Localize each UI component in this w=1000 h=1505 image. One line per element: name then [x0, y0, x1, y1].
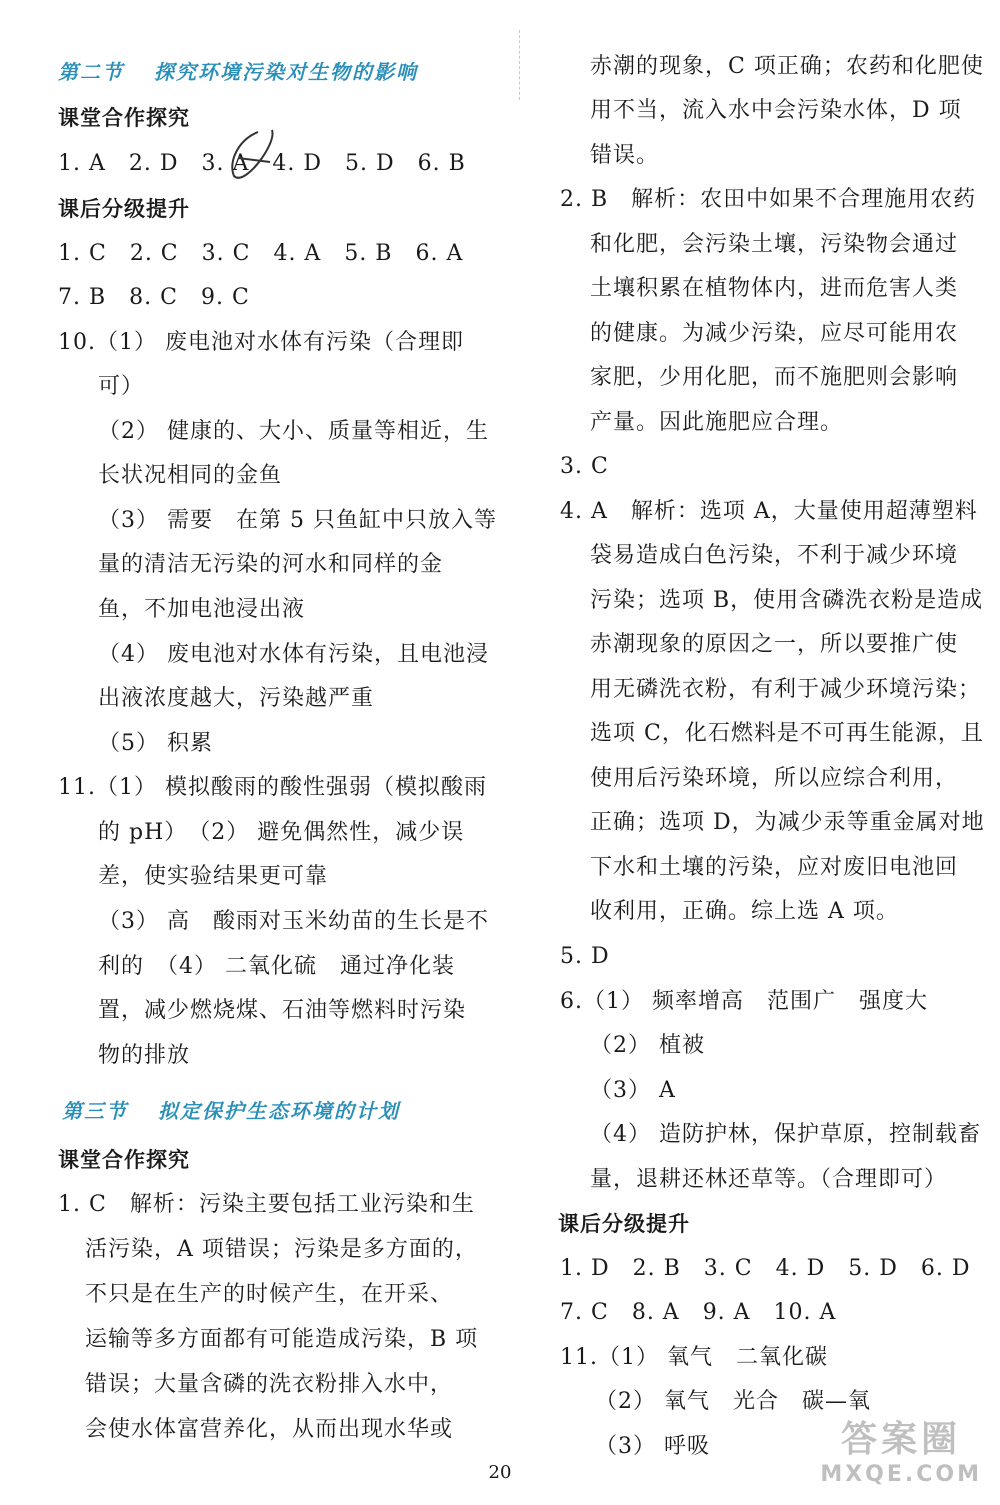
answer-line: 收利用，正确。综上选 A 项。	[590, 899, 899, 924]
question-11-line: （3） 高 酸雨对玉米幼苗的生长是不	[98, 909, 489, 934]
subheading-classroom: 课堂合作探究	[58, 1148, 190, 1172]
question-10-line: 长状况相同的金鱼	[98, 463, 283, 488]
question-10-line: 量的清洁无污染的河水和同样的金	[98, 552, 444, 577]
question-10-line: （3） 需要 在第 5 只鱼缸中只放入等	[98, 508, 497, 533]
answers-row: 7. B 8. C 9. C	[58, 285, 250, 310]
answer-line: 选项 C，化石燃料是不可再生能源，且	[590, 721, 984, 746]
answer-line: 6.（1） 频率增高 范围广 强度大	[560, 989, 928, 1014]
answer-line: 袋易造成白色污染，不利于减少环境	[590, 543, 959, 568]
answers-row: 1. C 2. C 3. C 4. A 5. B 6. A	[58, 241, 464, 266]
question-11-line: 差，使实验结果更可靠	[98, 864, 329, 889]
answer-line: 用无磷洗衣粉，有利于减少环境污染；	[590, 677, 982, 702]
answers-row: 1. A 2. D 3. A 4. D 5. D 6. B	[58, 151, 466, 176]
question-10-line: 鱼，不加电池浸出液	[98, 597, 306, 622]
question-1-line: 错误；大量含磷的洗衣粉排入水中，	[85, 1372, 454, 1397]
answer-line: 使用后污染环境，所以应综合利用，	[590, 766, 959, 791]
answer-line: 污染；选项 B，使用含磷洗衣粉是造成	[590, 588, 984, 613]
answer-line: 5. D	[560, 944, 610, 969]
question-1-line: 活污染，A 项错误；污染是多方面的，	[85, 1237, 478, 1262]
question-11-line: 11.（1） 氧气 二氧化碳	[560, 1345, 828, 1370]
section-3-number: 第三节	[62, 1099, 128, 1123]
question-1-line: 不只是在生产的时候产生，在开采、	[85, 1282, 454, 1307]
answer-line: 正确；选项 D，为减少汞等重金属对地	[590, 810, 985, 835]
question-10-line: （5） 积累	[98, 731, 213, 756]
section-3-heading	[62, 1095, 400, 1124]
question-10-line: 10.（1） 废电池对水体有污染（合理即	[58, 330, 464, 355]
answer-line: 下水和土壤的污染，应对废旧电池回	[590, 855, 959, 880]
question-1-line: 运输等多方面都有可能造成污染，B 项	[85, 1327, 479, 1352]
section-2-number: 第二节	[58, 60, 124, 84]
question-11-line: 利的 （4） 二氧化硫 通过净化装	[98, 954, 455, 979]
answer-line: 赤潮的现象，C 项正确；农药和化肥使	[590, 54, 984, 79]
section-2-title: 探究环境污染对生物的影响	[154, 60, 418, 84]
answer-line: （3） A	[590, 1078, 676, 1103]
answer-line: （4） 造防护林，保护草原，控制载畜	[590, 1122, 981, 1147]
answer-line: 4. A 解析：选项 A，大量使用超薄塑料	[560, 499, 978, 524]
section-3-title: 拟定保护生态环境的计划	[158, 1099, 400, 1123]
answer-line: （2） 植被	[590, 1033, 705, 1058]
question-11-line: 的 pH） （2） 避免偶然性，减少误	[98, 820, 465, 845]
question-10-line: 可）	[98, 374, 145, 399]
answer-line: 2. B 解析：农田中如果不合理施用农药	[560, 187, 977, 212]
answer-line: 土壤积累在植物体内，进而危害人类	[590, 276, 959, 301]
answer-line: 量，退耕还林还草等。（合理即可）	[590, 1167, 948, 1192]
answer-line: 错误。	[590, 143, 660, 168]
watermark-url: MXQE.COM	[820, 1462, 982, 1487]
watermark-logo	[820, 1418, 982, 1488]
answer-line: 赤潮现象的原因之一，所以要推广使	[590, 632, 959, 657]
answer-line: 的健康。为减少污染，应尽可能用农	[590, 321, 959, 346]
question-10-line: 出液浓度越大，污染越严重	[98, 686, 375, 711]
answer-line: 家肥，少用化肥，而不施肥则会影响	[590, 365, 959, 390]
question-11-line: 11.（1） 模拟酸雨的酸性强弱（模拟酸雨	[58, 775, 487, 800]
answer-line: 和化肥，会污染土壤，污染物会通过	[590, 232, 959, 257]
section-2-heading	[58, 56, 418, 85]
question-1-line: 1. C 解析：污染主要包括工业污染和生	[58, 1192, 475, 1217]
page-number: 20	[488, 1462, 512, 1483]
question-11-line: （2） 氧气 光合 碳—氧	[595, 1389, 871, 1414]
watermark-chars: 答案圈	[841, 1419, 962, 1460]
subheading-after-class: 课后分级提升	[58, 197, 190, 221]
question-11-line: 物的排放	[98, 1043, 191, 1068]
answer-line: 产量。因此施肥应合理。	[590, 410, 844, 435]
question-10-line: （2） 健康的、大小、质量等相近，生	[98, 419, 489, 444]
answer-line: 3. C	[560, 454, 609, 479]
question-11-line: （3） 呼吸	[595, 1434, 710, 1459]
column-divider	[519, 30, 520, 100]
question-10-line: （4） 废电池对水体有污染，且电池浸	[98, 642, 489, 667]
answers-row: 7. C 8. A 9. A 10. A	[560, 1300, 837, 1325]
question-11-line: 置，减少燃烧煤、石油等燃料时污染	[98, 998, 467, 1023]
answer-line: 用不当，流入水中会污染水体，D 项	[590, 98, 962, 123]
question-1-line: 会使水体富营养化，从而出现水华或	[85, 1417, 454, 1442]
pen-scribble-icon	[218, 118, 290, 188]
subheading-after-class: 课后分级提升	[558, 1212, 690, 1236]
subheading-classroom: 课堂合作探究	[58, 106, 190, 130]
answers-row: 1. D 2. B 3. C 4. D 5. D 6. D	[560, 1256, 971, 1281]
